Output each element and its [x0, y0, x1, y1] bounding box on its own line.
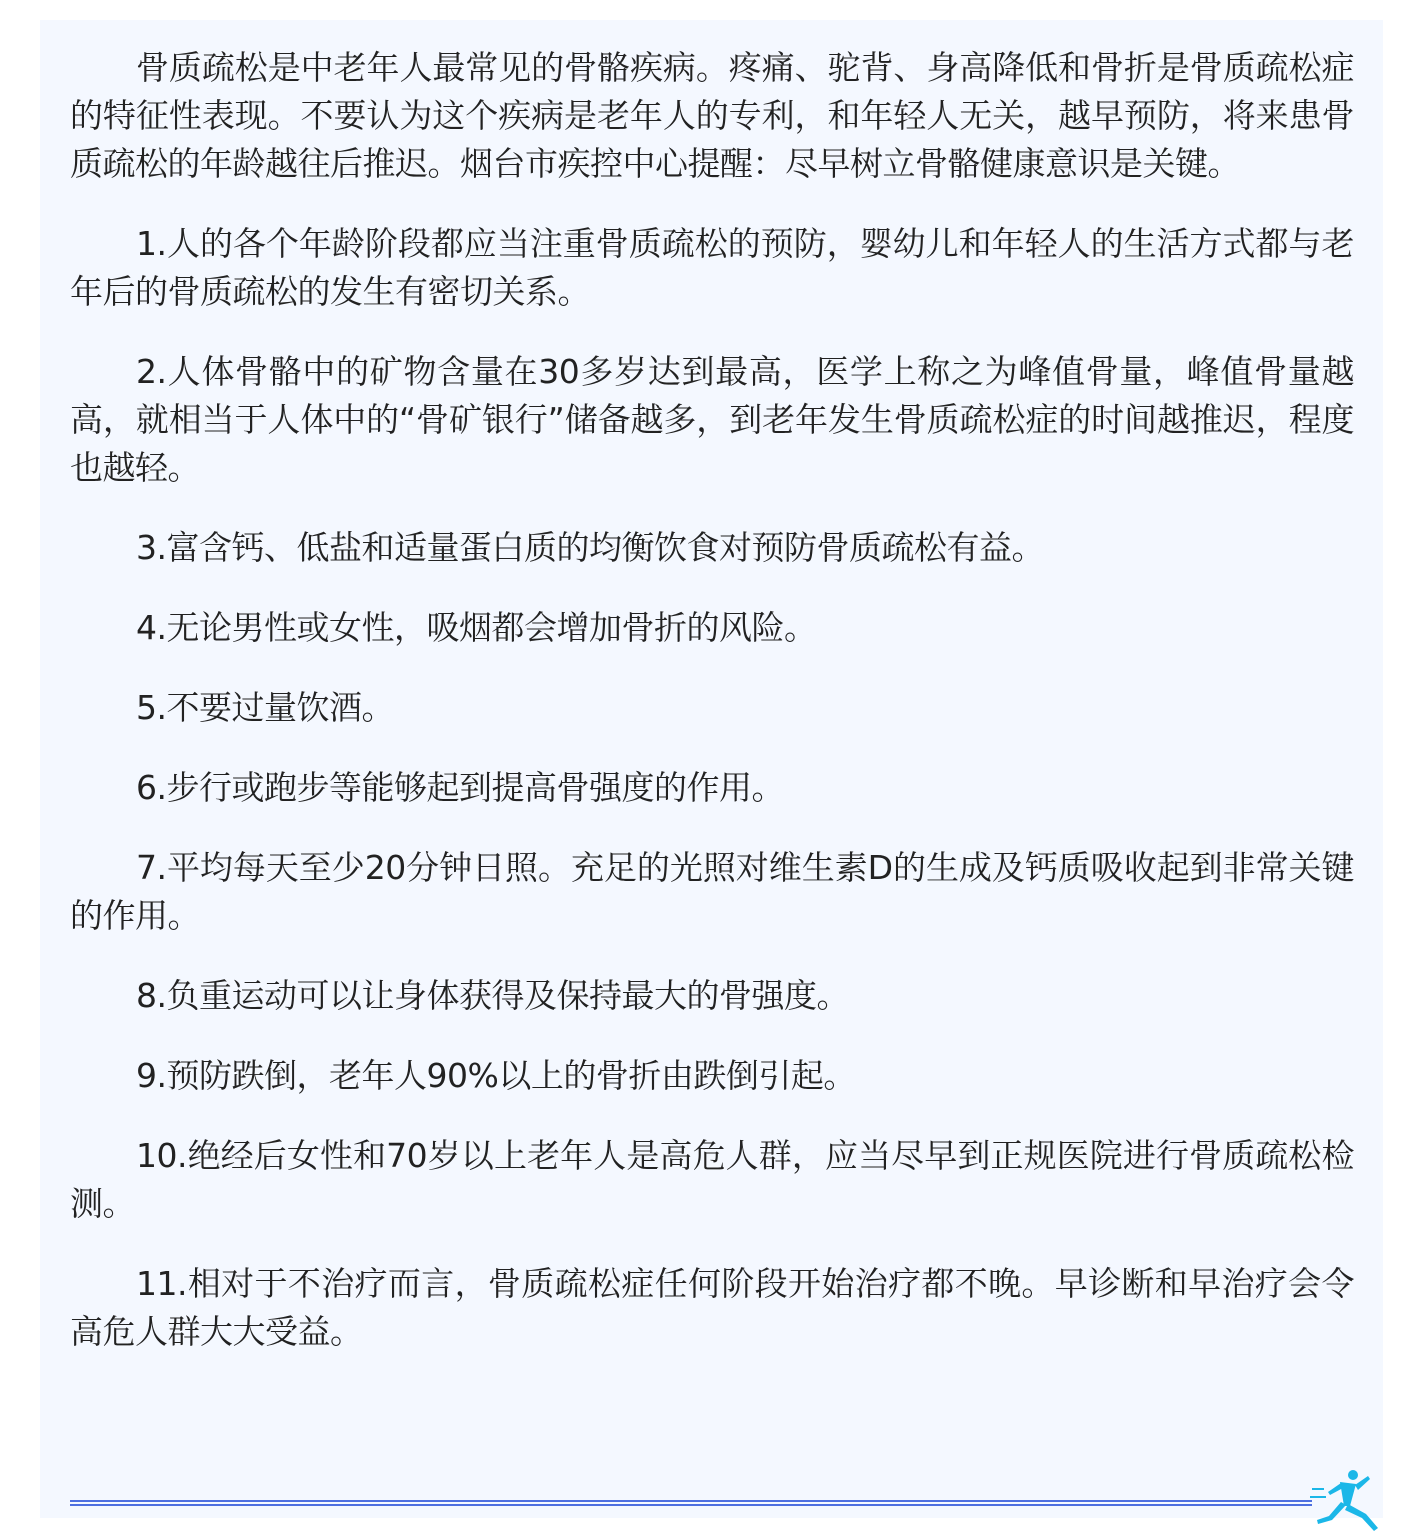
- tip-item-7: 7.平均每天至少20分钟日照。充足的光照对维生素D的生成及钙质吸收起到非常关键的作用。: [70, 848, 1354, 935]
- tip-item-11: 11.相对于不治疗而言，骨质疏松症任何阶段开始治疗都不晚。早诊断和早治疗会令高危人群大大受益。: [70, 1264, 1354, 1351]
- tip-item-8: 8.负重运动可以让身体获得及保持最大的骨强度。: [136, 976, 849, 1015]
- article-body: [70, 44, 1354, 1388]
- tip-item-2: 2.人体骨骼中的矿物含量在30多岁达到最高，医学上称之为峰值骨量，峰值骨量越高，就相当于人体中的“骨矿银行”储备越多，到老年发生骨质疏松症的时间越推迟，程度也越轻。: [70, 352, 1354, 487]
- tip-item-10: 10.绝经后女性和70岁以上老年人是高危人群，应当尽早到正规医院进行骨质疏松检测。: [70, 1136, 1354, 1223]
- tip-item-4: 4.无论男性或女性，吸烟都会增加骨折的风险。: [136, 608, 817, 647]
- tip-item-9: 9.预防跌倒，老年人90%以上的骨折由跌倒引起。: [136, 1056, 856, 1095]
- runner-icon: [1310, 1468, 1386, 1538]
- tip-item-5: 5.不要过量饮酒。: [136, 688, 394, 727]
- footer-divider: [70, 1500, 1312, 1506]
- tip-item-3: 3.富含钙、低盐和适量蛋白质的均衡饮食对预防骨质疏松有益。: [136, 528, 1044, 567]
- tip-item-6: 6.步行或跑步等能够起到提高骨强度的作用。: [136, 768, 784, 807]
- article-card: [40, 20, 1383, 1518]
- tip-item-1: 1.人的各个年龄阶段都应当注重骨质疏松的预防，婴幼儿和年轻人的生活方式都与老年后的骨质疏松的发生有密切关系。: [70, 224, 1354, 311]
- intro-paragraph: 骨质疏松是中老年人最常见的骨骼疾病。疼痛、驼背、身高降低和骨折是骨质疏松症的特征性表现。不要认为这个疾病是老年人的专利，和年轻人无关，越早预防，将来患骨质疏松的年龄越往后推迟。烟台市疾控中心提醒：尽早树立骨骼健康意识是关键。: [70, 48, 1354, 183]
